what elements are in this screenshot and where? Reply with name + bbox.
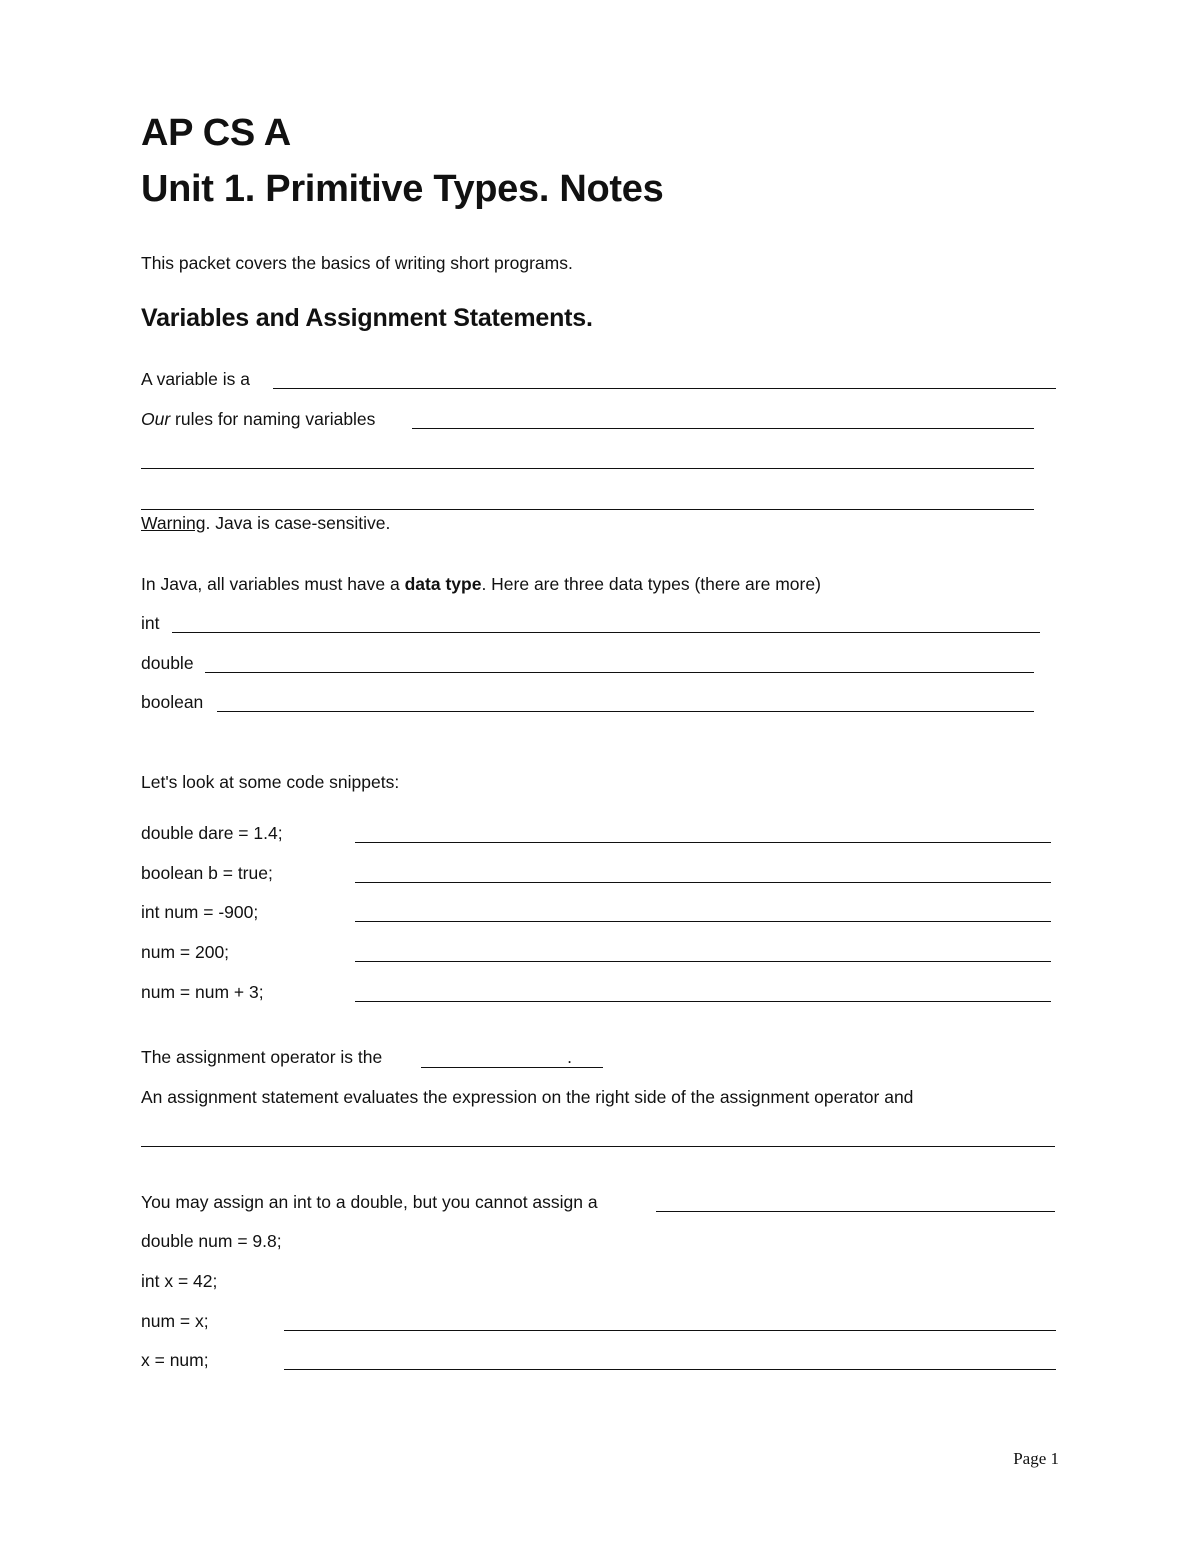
snippet-label: num = num + 3;	[141, 982, 264, 1002]
assignment-operator-blank[interactable]	[421, 1067, 603, 1068]
naming-rules-blank-2[interactable]	[141, 468, 1034, 469]
data-type-int-label: int	[141, 613, 160, 633]
assignment-statement-blank[interactable]	[141, 1146, 1055, 1147]
assign-rule-blank[interactable]	[656, 1211, 1055, 1212]
doc-title-line2: Unit 1. Primitive Types. Notes	[141, 168, 664, 210]
assign-example: x = num;	[141, 1350, 209, 1370]
naming-rules-text: rules for naming variables	[170, 409, 376, 429]
snippet-blank[interactable]	[355, 882, 1051, 883]
naming-rules-blank[interactable]	[412, 428, 1034, 429]
naming-rules-prompt	[141, 408, 375, 430]
warning-note	[141, 512, 390, 534]
assignment-operator-before: The assignment operator is the	[141, 1047, 388, 1067]
snippet-blank[interactable]	[355, 1001, 1051, 1002]
assignment-operator-line	[141, 1046, 572, 1068]
assign-rule-text: You may assign an int to a double, but you cannot assign a	[141, 1192, 598, 1212]
warning-label: Warning	[141, 513, 206, 533]
snippet-label: double dare = 1.4;	[141, 823, 283, 843]
intro-text: This packet covers the basics of writing short programs.	[141, 253, 573, 273]
warning-text: . Java is case-sensitive.	[205, 513, 391, 533]
assign-example-blank[interactable]	[284, 1369, 1056, 1370]
variable-definition-prompt: A variable is a	[141, 369, 250, 389]
assignment-operator-after: .	[567, 1047, 572, 1067]
snippet-label: num = 200;	[141, 942, 230, 962]
data-types-intro	[141, 573, 821, 595]
assign-example: int x = 42;	[141, 1271, 218, 1291]
data-type-double-blank[interactable]	[205, 672, 1034, 673]
snippet-blank[interactable]	[355, 921, 1051, 922]
snippet-label: int num = -900;	[141, 902, 259, 922]
data-type-boolean-label: boolean	[141, 692, 204, 712]
assign-example: double num = 9.8;	[141, 1231, 282, 1251]
snippets-intro: Let's look at some code snippets:	[141, 772, 400, 792]
snippet-label: boolean b = true;	[141, 863, 273, 883]
data-type-boolean-blank[interactable]	[217, 711, 1034, 712]
assign-example: num = x;	[141, 1311, 209, 1331]
naming-rules-emphasis: Our	[141, 409, 171, 429]
snippet-blank[interactable]	[355, 961, 1051, 962]
page-number: Page 1	[1013, 1449, 1059, 1468]
snippet-blank[interactable]	[355, 842, 1051, 843]
data-type-int-blank[interactable]	[172, 632, 1040, 633]
data-types-intro-before: In Java, all variables must have a	[141, 574, 405, 594]
assignment-statement-text: An assignment statement evaluates the expression on the right side of the assignment operator and	[141, 1087, 914, 1107]
variable-definition-blank[interactable]	[273, 388, 1056, 389]
data-types-intro-bold: data type	[404, 574, 482, 594]
section-heading: Variables and Assignment Statements.	[141, 304, 593, 332]
naming-rules-blank-3[interactable]	[141, 509, 1034, 510]
assign-example-blank[interactable]	[284, 1330, 1056, 1331]
data-type-double-label: double	[141, 653, 194, 673]
doc-title-line1: AP CS A	[141, 112, 291, 154]
data-types-intro-after: . Here are three data types (there are more)	[481, 574, 821, 594]
